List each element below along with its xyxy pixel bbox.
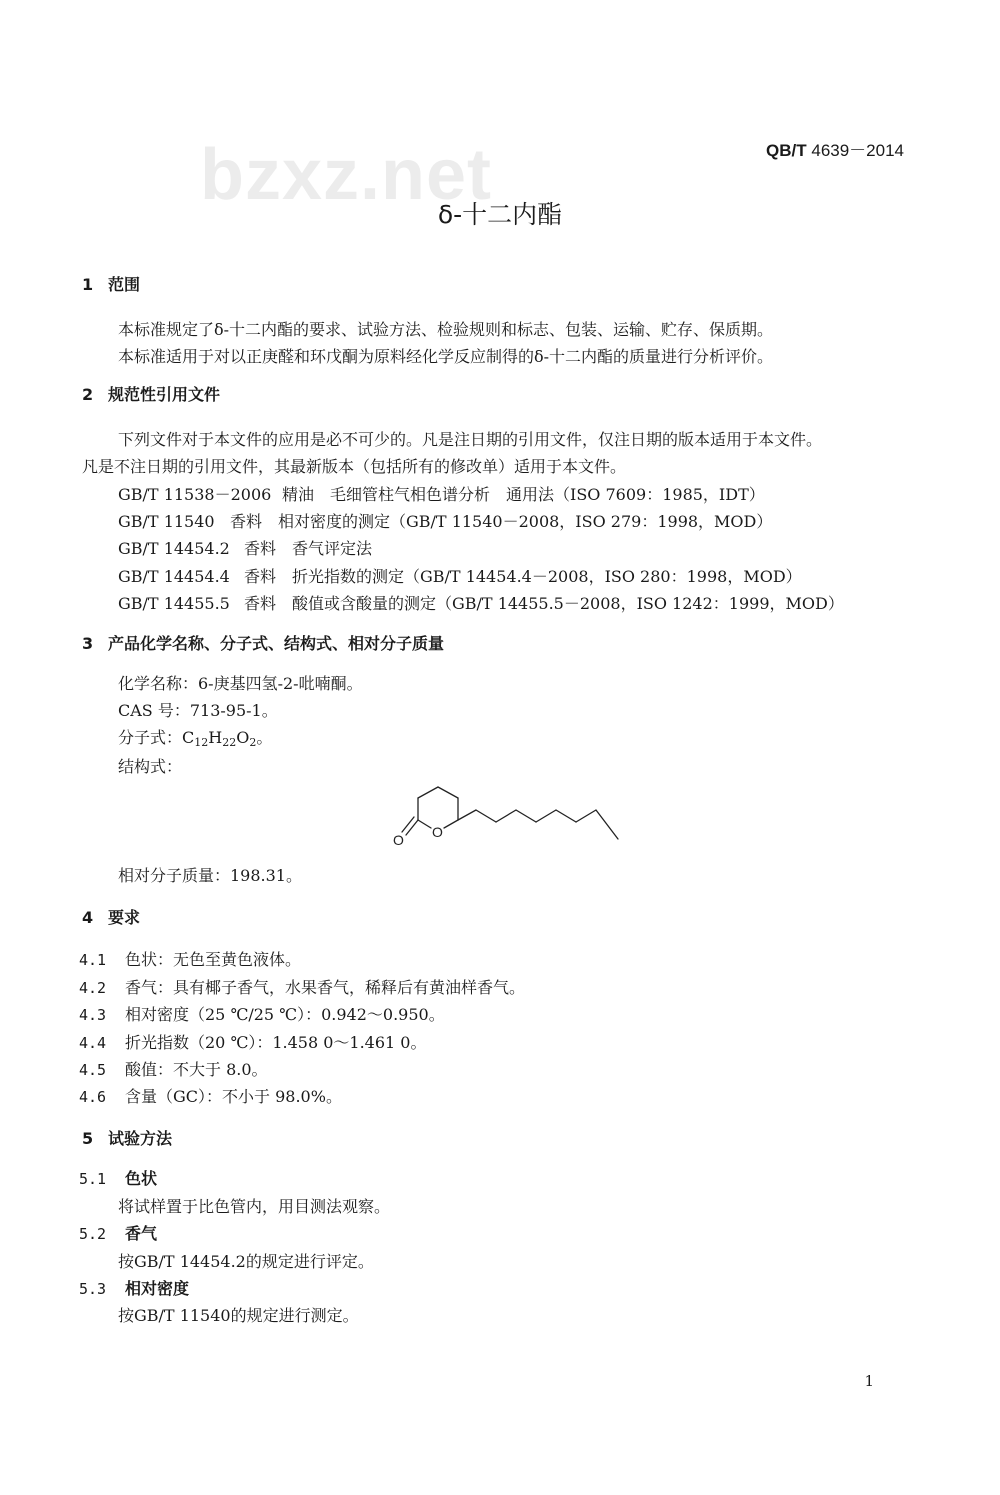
molar-mass: 相对分子质量：198.31。: [118, 866, 302, 885]
ring-oxygen-label: O: [432, 824, 443, 840]
clause-text: 折光指数（20 ℃）：1.458 0～1.461 0。: [125, 1033, 427, 1052]
clause-text: 香气：具有椰子香气，水果香气，稀释后有黄油样香气。: [125, 978, 526, 997]
clause-text: 相对密度（25 ℃/25 ℃）：0.942～0.950。: [125, 1005, 445, 1024]
reference-code: GB/T 11538－2006: [118, 485, 272, 504]
standard-number: 4639－2014: [811, 141, 904, 160]
formula-subscript: 12: [194, 736, 209, 749]
formula-subscript: 22: [222, 736, 237, 749]
clause-text: 色状：无色至黄色液体。: [125, 950, 302, 969]
chain-bond: [476, 810, 496, 822]
subclause-heading: [79, 1166, 157, 1189]
section-4-heading: [82, 905, 140, 928]
section-title: 产品化学名称、分子式、结构式、相对分子质量: [108, 634, 445, 653]
paragraph: 将试样置于比色管内，用目测法观察。: [118, 1197, 391, 1216]
chain-bond: [556, 810, 576, 822]
clause-number: 5.2: [79, 1225, 107, 1243]
section-number: 2: [82, 385, 94, 404]
reference-code: GB/T 14454.2: [118, 539, 230, 558]
reference-text: 精油 毛细管柱气相色谱分析 通用法（ISO 7609：1985，IDT）: [282, 485, 765, 504]
reference-text: 香料 香气评定法: [244, 539, 373, 558]
clause-number: 4.2: [79, 979, 107, 997]
formula-end: 。: [256, 728, 273, 747]
chain-bond: [516, 810, 536, 822]
carbonyl-oxygen-label: O: [393, 832, 404, 848]
standard-prefix: QB/T: [766, 141, 807, 160]
clause-number: 4.1: [79, 951, 107, 969]
chain-bond: [536, 810, 556, 822]
carbonyl-bond: [402, 817, 414, 832]
clause-number: 5.3: [79, 1280, 107, 1298]
subclause-title: 色状: [125, 1169, 158, 1188]
paragraph: 下列文件对于本文件的应用是必不可少的。凡是注日期的引用文件，仅注日期的版本适用于本文件。: [118, 430, 823, 449]
clause-text: 酸值：不大于 8.0。: [125, 1060, 268, 1079]
section-title: 范围: [108, 275, 141, 294]
section-2-heading: [82, 382, 220, 405]
watermark: bzxz.net: [200, 135, 493, 215]
section-1-heading: [82, 272, 140, 295]
document-title: δ-十二内酯: [437, 200, 563, 229]
requirement-item: [79, 975, 525, 998]
ring-bond: [438, 787, 458, 798]
subclause-heading: [79, 1221, 157, 1244]
cas-number: CAS 号：713-95-1。: [118, 701, 278, 720]
clause-number: 4.3: [79, 1006, 107, 1024]
reference-text: 香料 相对密度的测定（GB/T 11540－2008，ISO 279：1998，MOD）: [230, 512, 773, 531]
section-title: 试验方法: [108, 1129, 173, 1148]
paragraph: 本标准适用于对以正庚醛和环戊酮为原料经化学反应制得的δ-十二内酯的质量进行分析评价。: [118, 347, 774, 366]
structure-label: 结构式：: [118, 757, 183, 776]
subclause-title: 香气: [125, 1224, 158, 1243]
chemical-name: 化学名称：6-庚基四氢-2-吡喃酮。: [118, 674, 363, 693]
section-number: 1: [82, 275, 94, 294]
reference-item: [118, 509, 772, 532]
structural-formula: [380, 778, 640, 858]
reference-code: GB/T 14454.4: [118, 567, 230, 586]
reference-item: [118, 591, 844, 614]
requirement-item: [79, 947, 301, 970]
section-number: 5: [82, 1129, 94, 1148]
clause-text: 含量（GC）：不小于 98.0%。: [125, 1087, 342, 1106]
requirement-item: [79, 1084, 342, 1107]
requirement-item: [79, 1002, 445, 1025]
chain-bond: [596, 810, 618, 839]
reference-item: [118, 564, 802, 587]
reference-code: GB/T 11540: [118, 512, 215, 531]
reference-text: 香料 折光指数的测定（GB/T 14454.4－2008，ISO 280：1998，MOD）: [244, 567, 802, 586]
paragraph: 本标准规定了δ-十二内酯的要求、试验方法、检验规则和标志、包装、运输、贮存、保质期。: [118, 320, 774, 339]
ring-bond: [444, 820, 458, 828]
clause-number: 4.5: [79, 1061, 107, 1079]
standard-code: [766, 136, 904, 161]
ring-bond: [418, 787, 438, 798]
section-number: 4: [82, 908, 94, 927]
subclause-heading: [79, 1276, 189, 1299]
formula-element: O: [236, 728, 250, 747]
chain-bond: [576, 810, 596, 822]
paragraph: 按GB/T 14454.2的规定进行评定。: [118, 1252, 374, 1271]
molecular-formula: [118, 725, 272, 748]
subclause-title: 相对密度: [125, 1279, 190, 1298]
formula-element: H: [208, 728, 223, 747]
requirement-item: [79, 1030, 427, 1053]
clause-number: 5.1: [79, 1170, 107, 1188]
ring-bond: [418, 820, 431, 828]
section-title: 要求: [108, 908, 141, 927]
section-5-heading: [82, 1126, 172, 1149]
chain-bond: [458, 810, 476, 820]
paragraph: 凡是不注日期的引用文件，其最新版本（包括所有的修改单）适用于本文件。: [82, 457, 627, 476]
paragraph: 按GB/T 11540的规定进行测定。: [118, 1306, 359, 1325]
carbonyl-bond: [406, 820, 418, 835]
clause-number: 4.6: [79, 1088, 107, 1106]
section-3-heading: [82, 631, 444, 654]
formula-label: 分子式：: [118, 728, 183, 747]
requirement-item: [79, 1057, 268, 1080]
reference-item: [118, 536, 372, 559]
formula-subscript: 2: [249, 736, 257, 749]
chain-bond: [496, 810, 516, 822]
formula-element: C: [182, 728, 195, 747]
reference-code: GB/T 14455.5: [118, 594, 230, 613]
page-number: 1: [864, 1372, 874, 1390]
clause-number: 4.4: [79, 1034, 107, 1052]
reference-item: [118, 482, 765, 505]
section-number: 3: [82, 634, 94, 653]
reference-text: 香料 酸值或含酸量的测定（GB/T 14455.5－2008，ISO 1242：1999，MOD）: [244, 594, 844, 613]
section-title: 规范性引用文件: [108, 385, 221, 404]
